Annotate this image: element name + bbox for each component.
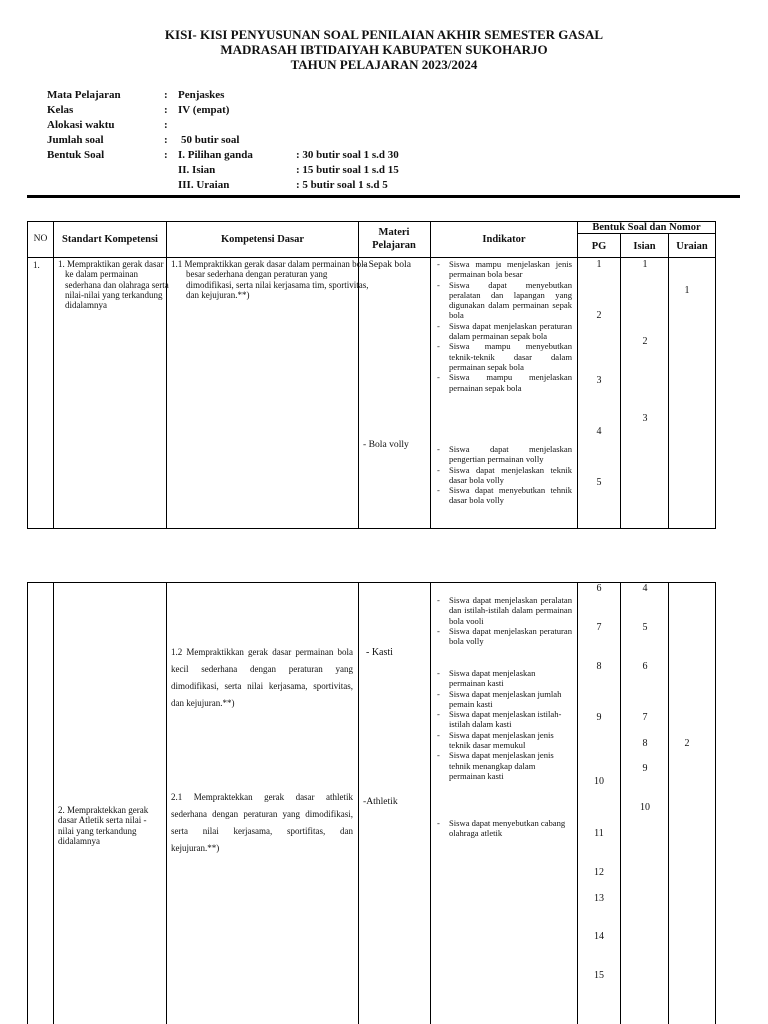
indikator-list-2a [435,595,572,646]
materi-kasti: - Kasti [366,647,393,658]
meta-label: Alokasi waktu [47,119,115,131]
table-col-line [715,582,716,1024]
header-materi-pelajaran: Materi Pelajaran [372,227,416,251]
indikator-item: - Siswa mampu menyebutkan teknik-teknik dasar dalam permainan sepak bola [435,341,572,372]
table-col-line [166,582,167,1024]
pg-number: 8 [596,661,602,672]
table-col-line [620,233,621,529]
kompetensi-dasar-text: 2.1 Mempraktekkan gerak dasar athletik sederhana dengan peraturan yang dimodifikasi, serta nilai kerjasama, sportifitas, dan kejujuran.**) [171,792,353,853]
table-col-line [668,233,669,529]
kompetensi-dasar-text: 1.1 Mempraktikkan gerak dasar dalam permainan bola besar sederhana dengan peraturan yang dimodifikasi, serta nilai kerjasama tim, sportivitas, dan kejujuran.**) [171,259,369,300]
meta-label: Jumlah soal [47,134,104,146]
pg-number: 9 [596,712,602,723]
meta-colon: : [164,134,168,146]
isian-number: 2 [642,336,648,347]
meta-colon: : [164,89,168,101]
meta-colon: : [164,119,168,131]
table-col-line [668,582,669,1024]
row-number: 1. [33,260,40,270]
isian-number: 7 [642,712,648,723]
pg-number: 12 [594,867,604,878]
pg-number: 4 [596,426,602,437]
header-isian: Isian [633,241,656,252]
isian-number: 9 [642,763,648,774]
meta-value: Penjaskes [178,89,225,101]
bentuk-name: II. Isian [178,164,216,176]
indikator-item: - Siswa dapat menjelaskan jenis teknik dasar memukul [435,730,572,751]
table-header-bottom [27,257,716,258]
title-line-2: MADRASAH IBTIDAIYAH KABUPATEN SUKOHARJO [220,42,548,57]
header-no: NO [33,234,48,244]
indikator-item: - Siswa mampu menjelaskan pernainan sepak bola [435,372,572,393]
isian-number: 5 [642,622,648,633]
indikator-item: - Siswa dapat menjelaskan teknik dasar bola volly [435,465,572,486]
uraian-number: 1 [684,285,690,296]
table-col-line [430,582,431,1024]
table-col-line [358,582,359,1024]
materi-bola-volly: - Bola volly [363,439,409,450]
indikator-item: - Siswa dapat menjelaskan peraturan dalam permainan sepak bola [435,321,572,342]
isian-number: 3 [642,413,648,424]
document-title [0,27,768,72]
indikator-list-2b [435,668,572,781]
isian-number: 4 [642,583,648,594]
kompetensi-dasar-text: 1.2 Mempraktikkan gerak dasar permainan bola kecil sederhana dengan peraturan yang dimodifikasi, serta nilai kerjasama, sportivitas, dan kejujuran.**) [171,647,353,708]
pg-number: 15 [594,970,604,981]
table-col-line [430,221,431,529]
meta-colon: : [164,104,168,116]
indikator-list-1a [435,259,572,393]
indikator-list-1b [435,444,572,506]
pg-number: 13 [594,893,604,904]
table-col-line [53,221,54,529]
standart-kompetensi-text: 1. Mempraktikan gerak dasar ke dalam permainan sederhana dan olahraga serta nilai-nilai yang terkandung didalamnya [58,259,169,311]
pg-number: 11 [594,828,604,839]
indikator-item: - Siswa dapat menyebutkan peralatan dan lapangan yang digunakan dalam permainan sepak bola [435,280,572,321]
indikator-item: - Siswa dapat menjelaskan jumlah pemain kasti [435,689,572,710]
title-line-1: KISI- KISI PENYUSUNAN SOAL PENILAIAN AKHIR SEMESTER GASAL [164,27,604,42]
bentuk-count: : 5 butir soal 1 s.d 5 [296,179,388,191]
indikator-item: - Siswa dapat menjelaskan peralatan dan istilah-istilah dalam permainan bola vooli [435,595,572,626]
meta-label: Kelas [47,104,74,116]
table-col-line [53,582,54,1024]
pg-number: 14 [594,931,604,942]
indikator-item: - Siswa dapat menjelaskan istilah-istilah dalam kasti [435,709,572,730]
meta-colon: : [164,149,168,161]
table-col-line [27,582,28,1024]
indikator-item: - Siswa mampu menjelaskan jenis permainan bola besar [435,259,572,280]
table-col-line [577,221,578,529]
isian-number: 8 [642,738,648,749]
header-standart-kompetensi: Standart Kompetensi [62,234,158,245]
pg-number: 5 [596,477,602,488]
indikator-item: - Siswa dapat menjelaskan permainan kasti [435,668,572,689]
indikator-item: - Siswa dapat menjelaskan jenis tehnik menangkap dalam permainan kasti [435,750,572,781]
header-indikator: Indikator [482,234,526,245]
isian-number: 10 [640,802,650,813]
indikator-item: - Siswa dapat menjelaskan pengertian permainan volly [435,444,572,465]
materi-athletik: -Athletik [363,796,398,807]
indikator-item: - Siswa dapat menyebutkan tehnik dasar bola volly [435,485,572,506]
pg-number: 2 [596,310,602,321]
meta-value: IV (empat) [178,104,230,116]
isian-number: 1 [642,259,648,270]
table-col-line [715,221,716,529]
standart-kompetensi-text: 2. Mempraktekkan gerak dasar Atletik serta nilai - nilai yang terkandung didalamnya [58,805,149,846]
header-kompetensi-dasar: Kompetensi Dasar [220,234,305,245]
pg-number: 10 [594,776,604,787]
header-pg: PG [591,241,607,252]
meta-label: Mata Pelajaran [47,89,121,101]
meta-value: 50 butir soal [181,134,240,146]
materi-sepak-bola: - Sepak bola [363,259,411,270]
table-col-line [27,221,28,529]
bentuk-name: III. Uraian [178,179,230,191]
indikator-item: - Siswa dapat menjelaskan peraturan bola volly [435,626,572,647]
header-uraian: Uraian [676,241,708,252]
title-line-3: TAHUN PELAJARAN 2023/2024 [290,57,478,72]
table-col-line [620,582,621,1024]
pg-number: 3 [596,375,602,386]
pg-number: 1 [596,259,602,270]
indikator-item: - Siswa dapat menyebutkan cabang olahraga atletik [435,818,572,839]
bentuk-name: I. Pilihan ganda [178,149,253,161]
pg-number: 7 [596,622,602,633]
table-col-line [577,582,578,1024]
header-divider [27,195,740,198]
table-border-bottom [27,528,716,529]
bentuk-count: : 30 butir soal 1 s.d 30 [296,149,399,161]
isian-number: 6 [642,661,648,672]
pg-number: 6 [596,583,602,594]
uraian-number: 2 [684,738,690,749]
bentuk-count: : 15 butir soal 1 s.d 15 [296,164,399,176]
header-bentuk-soal: Bentuk Soal dan Nomor [592,222,701,233]
indikator-list-2c [435,818,572,839]
meta-label: Bentuk Soal [47,149,105,161]
